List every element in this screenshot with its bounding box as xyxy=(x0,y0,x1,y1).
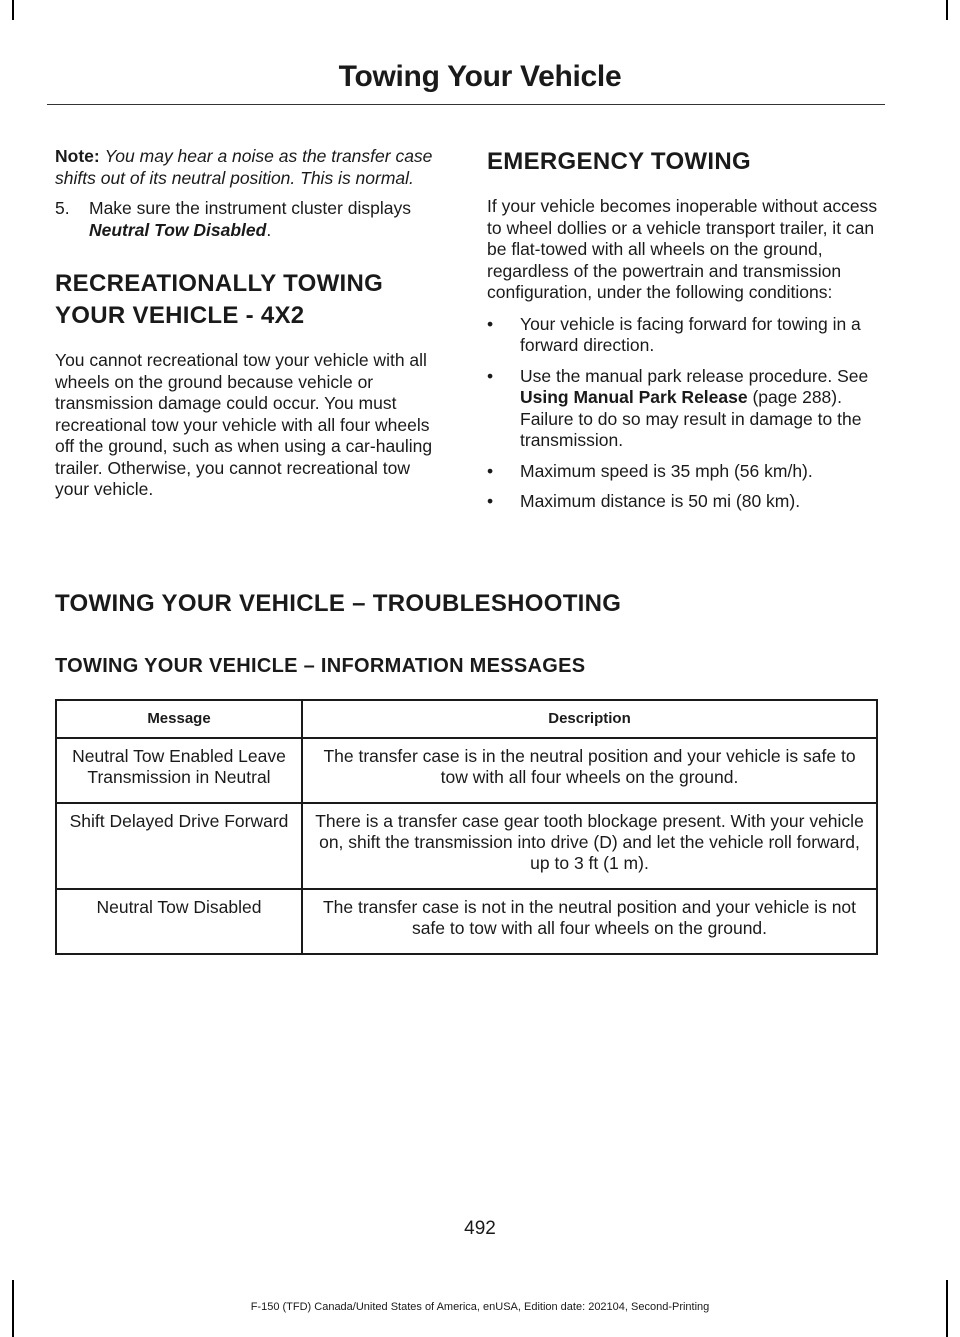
table-header-row xyxy=(56,700,877,738)
bullet-icon: • xyxy=(487,365,494,386)
header-divider xyxy=(47,104,885,105)
note-paragraph xyxy=(55,146,447,189)
table-row xyxy=(56,803,877,889)
troubleshooting-heading: TOWING YOUR VEHICLE – TROUBLESHOOTING xyxy=(55,590,622,617)
list-item: • Maximum distance is 50 mi (80 km). xyxy=(487,491,801,511)
recreational-towing-heading: RECREATIONALLY TOWING YOUR VEHICLE - 4X2 xyxy=(55,270,384,329)
cross-reference-link[interactable]: Using Manual Park Release xyxy=(520,387,748,407)
emergency-towing-body: If your vehicle becomes inoperable without access to wheel dollies or a vehicle transport trailer, it can be flat-towed with all wheels on the ground, regardless of the powertrain and transmission configuration, under the following conditions: xyxy=(487,196,878,302)
message-cell: Neutral Tow Enabled Leave Transmission in Neutral xyxy=(56,738,302,803)
page-title: Towing Your Vehicle xyxy=(338,60,622,93)
note-text: You may hear a noise as the transfer case shifts out of its neutral position. This is normal. xyxy=(55,146,433,188)
message-cell: Neutral Tow Disabled xyxy=(56,889,302,954)
note-label: Note: xyxy=(55,146,100,166)
crop-mark-top-right xyxy=(946,0,948,20)
step-text: Make sure the instrument cluster displays Neutral Tow Disabled. xyxy=(89,198,411,240)
information-messages-table xyxy=(55,699,878,955)
recreational-towing-body: You cannot recreational tow your vehicle with all wheels on the ground because vehicle or transmission damage could occur. You must recreational tow your vehicle with all four wheels off the ground, such as when using a car-hauling trailer. Otherwise, you cannot recreational tow your vehicle. xyxy=(55,350,433,499)
column-header-description: Description xyxy=(302,700,877,738)
crop-mark-top-left xyxy=(12,0,14,20)
bullet-icon: • xyxy=(487,491,494,511)
bullet-icon: • xyxy=(487,313,494,334)
step-emphasis: Neutral Tow Disabled xyxy=(89,219,267,240)
left-column xyxy=(55,146,447,501)
conditions-list xyxy=(487,314,885,513)
description-cell: The transfer case is in the neutral position and your vehicle is safe to tow with all four wheels on the ground. xyxy=(302,738,877,803)
right-column xyxy=(487,146,885,522)
list-item: • Use the manual park release procedure. See Using Manual Park Release (page 288). Failure to do so may result in damage to the transmission. xyxy=(487,365,869,450)
step-number: 5. xyxy=(55,198,70,218)
emergency-towing-heading: EMERGENCY TOWING xyxy=(487,148,751,175)
message-cell: Shift Delayed Drive Forward xyxy=(56,803,302,889)
table-row xyxy=(56,889,877,954)
column-header-message: Message xyxy=(56,700,302,738)
list-item: • Your vehicle is facing forward for towing in a forward direction. xyxy=(487,313,861,355)
edition-footer: F-150 (TFD) Canada/United States of America, enUSA, Edition date: 202104, Second-Printing xyxy=(250,1301,710,1313)
step-5 xyxy=(55,198,447,241)
list-item: • Maximum speed is 35 mph (56 km/h). xyxy=(487,460,813,481)
table-row xyxy=(56,738,877,803)
page-number: 492 xyxy=(464,1218,496,1239)
description-cell: There is a transfer case gear tooth blockage present. With your vehicle on, shift the transmission into drive (D) and let the vehicle roll forward, up to 3 ft (1 m). xyxy=(302,803,877,889)
information-messages-heading: TOWING YOUR VEHICLE – INFORMATION MESSAGES xyxy=(55,655,586,677)
bullet-icon: • xyxy=(487,460,494,481)
description-cell: The transfer case is not in the neutral position and your vehicle is not safe to tow with all four wheels on the ground. xyxy=(302,889,877,954)
